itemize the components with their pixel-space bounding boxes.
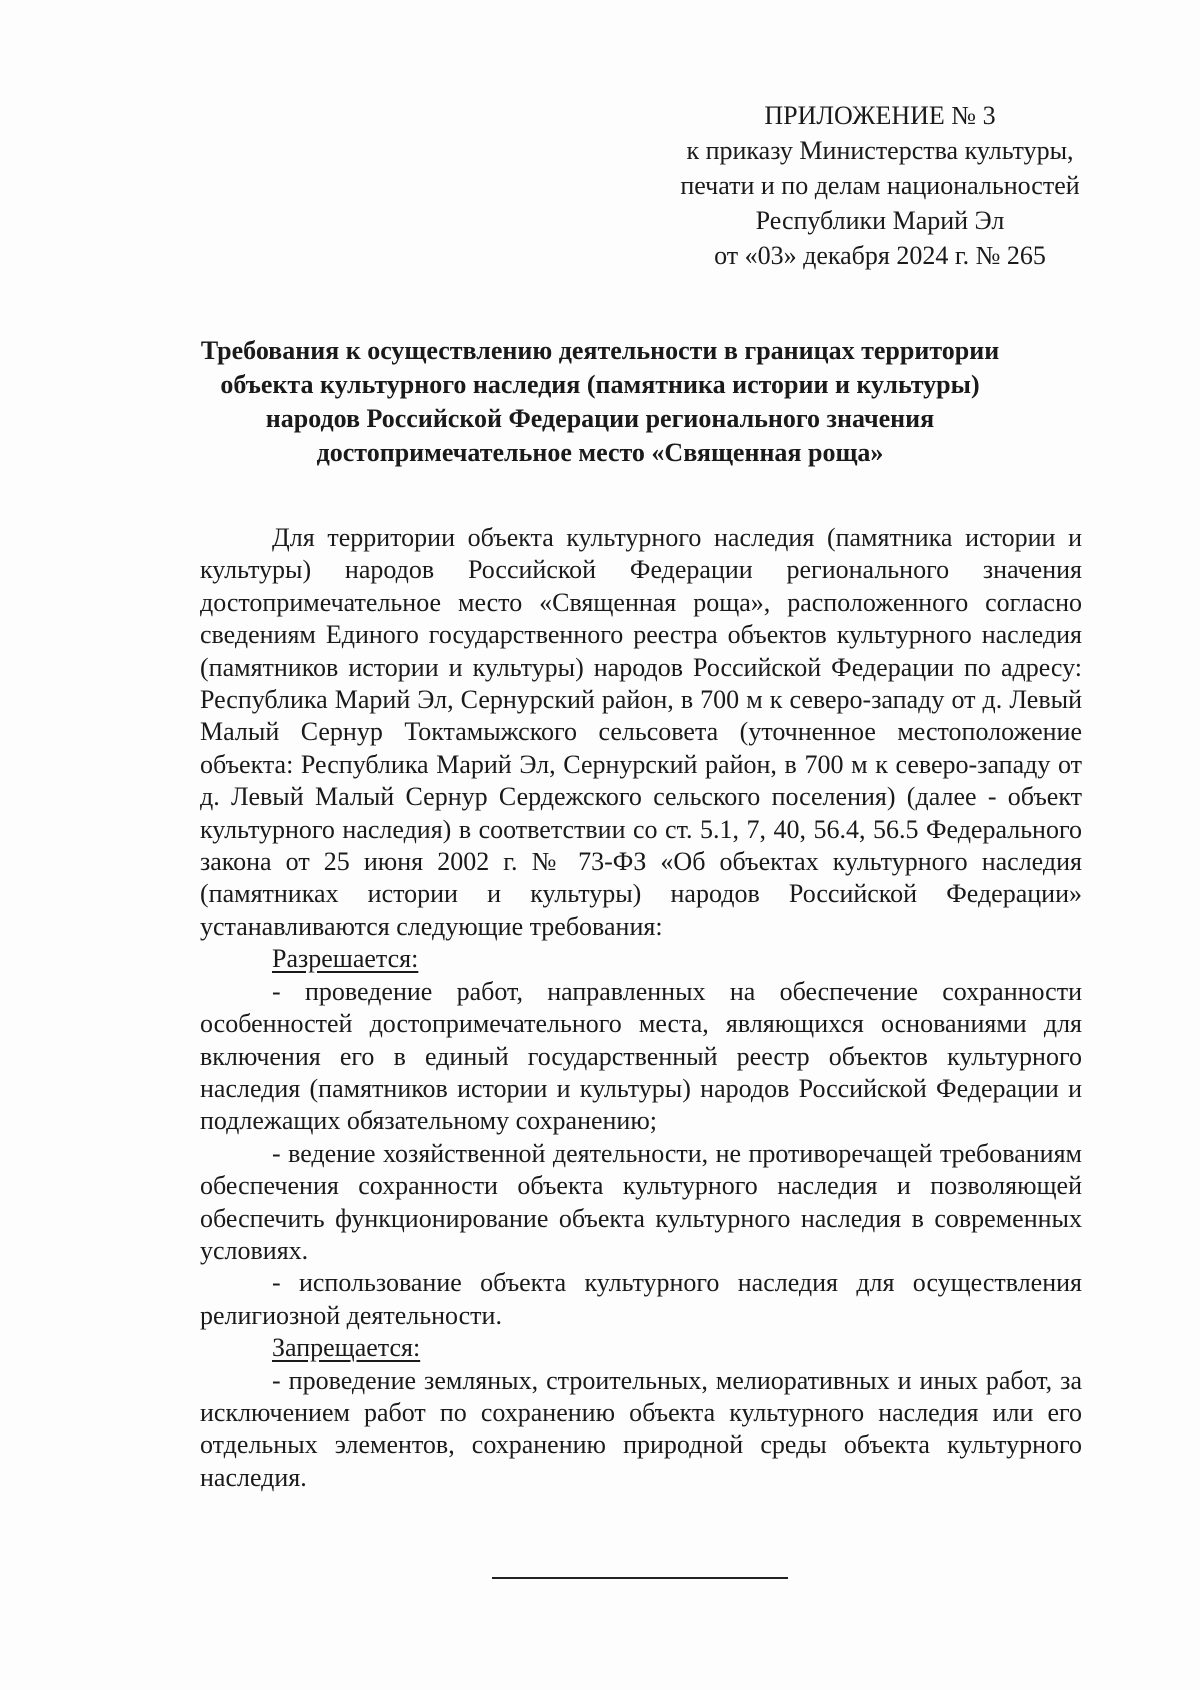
annex-block [640,98,1120,273]
forbidden-item-1: - проведение земляных, строительных, мелиоративных и иных работ, за исключением работ по сохранению объекта культурного наследия или его отдельных элементов, сохранению природной среды объекта культурного наследия. [200,1365,1082,1492]
annex-number: ПРИЛОЖЕНИЕ № 3 [764,101,996,130]
title-line-3: народов Российской Федерации регионального значения [265,404,935,433]
document-title [150,334,1050,470]
annex-date: от «03» декабря 2024 г. № 265 [714,241,1046,270]
document-body [200,522,1082,1494]
title-line-4: достопримечательное место «Священная роща» [316,438,884,467]
allowed-heading: Разрешается: [272,944,419,974]
annex-republic: Республики Марий Эл [755,206,1005,235]
end-divider [492,1577,788,1579]
annex-order-ref: к приказу Министерства культуры, [686,136,1074,165]
allowed-heading-paragraph [200,943,1082,975]
forbidden-heading-paragraph [200,1332,1082,1364]
annex-ministry: печати и по делам национальностей [680,171,1080,200]
intro-paragraph: Для территории объекта культурного наследия (памятника истории и культуры) народов Российской Федерации регионального значения достопримечательное место «Священная роща», расположенного согласно сведениям Единого государственного реестра объектов культурного наследия (памятников истории и культуры) народов Российской Федерации по адресу: Республика Марий Эл, Сернурский район, в 700 м к северо-западу от д. Левый Малый Сернур Токтамыжского сельсовета (уточненное местоположение объекта: Республика Марий Эл, Сернурский район, в 700 м к северо-западу от д. Левый Малый Сернур Сердежского сельского поселения) (далее - объект культурного наследия) в соответствии со ст. 5.1, 7, 40, 56.4, 56.5 Федерального закона от 25 июня 2002 г. № 73-ФЗ «Об объектах культурного наследия (памятниках истории и культуры) народов Российской Федерации» устанавливаются следующие требования: [200,523,1082,941]
allowed-item-1: - проведение работ, направленных на обеспечение сохранности особенностей достопримечательного места, являющихся основаниями для включения его в единый государственный реестр объектов культурного наследия (памятников истории и культуры) народов Российской Федерации и подлежащих обязательному сохранению; [200,976,1082,1136]
allowed-item-3: - использование объекта культурного наследия для осуществления религиозной деятельности. [200,1268,1082,1330]
forbidden-heading: Запрещается: [272,1333,421,1363]
allowed-item-2: - ведение хозяйственной деятельности, не противоречащей требованиям обеспечения сохранности объекта культурного наследия и позволяющей обеспечить функционирование объекта культурного наследия в современных условиях. [200,1138,1082,1265]
title-line-2: объекта культурного наследия (памятника истории и культуры) [220,370,980,399]
title-line-1: Требования к осуществлению деятельности в границах территории [200,336,1000,365]
